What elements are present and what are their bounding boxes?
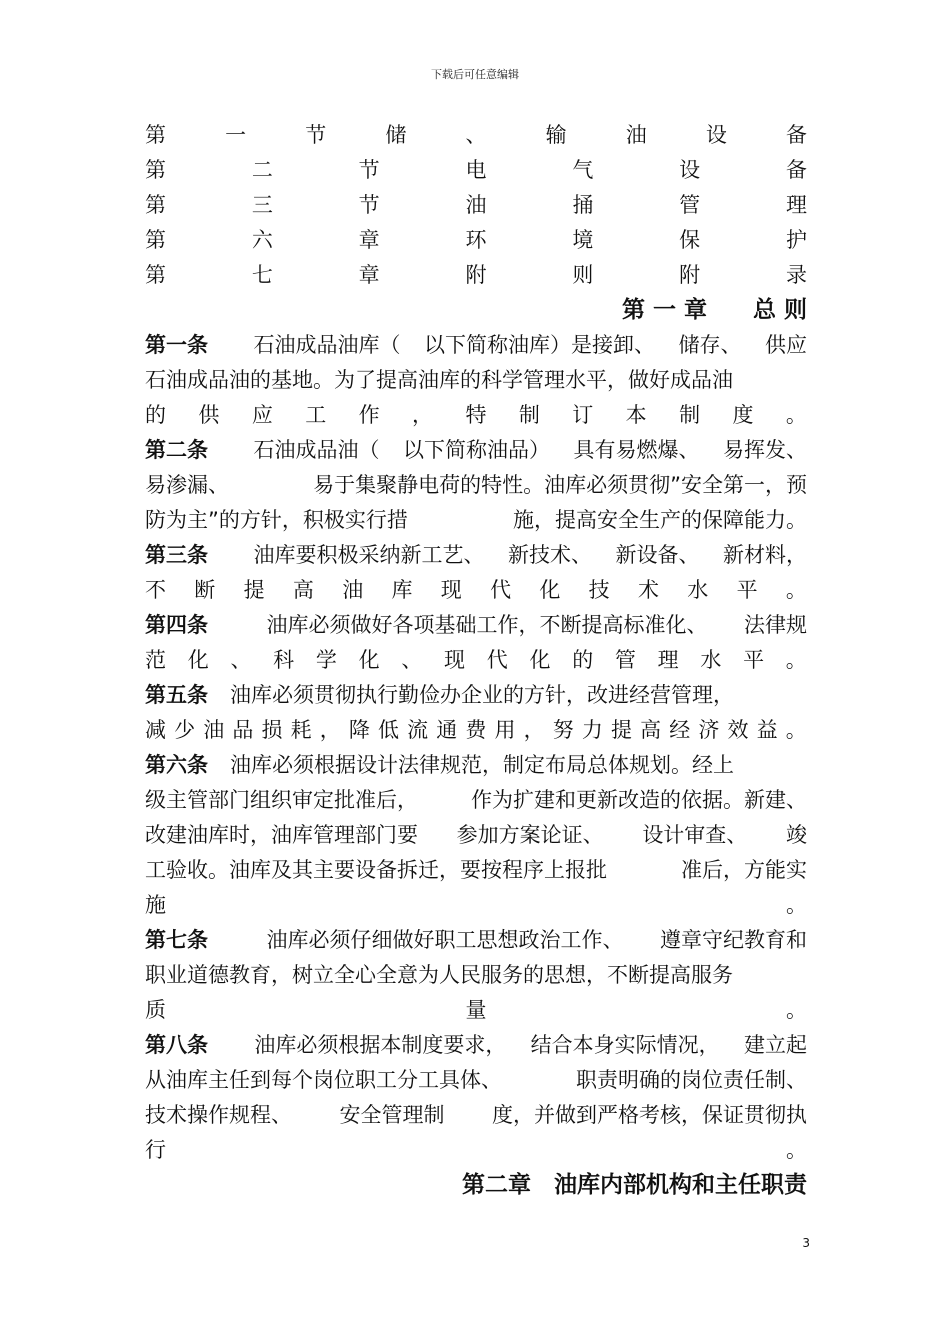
text-segment: 作 (358, 403, 380, 427)
text-segment: 、 (401, 648, 423, 672)
text-segment: 油库必须做好各项基础工作，不断提高标准化、 (266, 613, 708, 637)
text-segment: 代 (486, 648, 508, 672)
article-label: 第二条 (145, 438, 208, 462)
text-segment: ， (319, 718, 341, 742)
text-segment: 新设备、 (615, 543, 700, 567)
text-segment: 石油成品油的基地。为了提高油库的科学管理水平，做好成品油 (145, 368, 733, 392)
text-segment: 储存、 (678, 333, 742, 357)
text-segment: 安全管理制 (339, 1103, 445, 1127)
article-label: 第七条 (145, 928, 208, 952)
text-segment: 理 (657, 648, 679, 672)
text-segment: 制 (679, 403, 701, 427)
text-segment: 术 (637, 578, 659, 602)
text-segment: 现 (440, 578, 462, 602)
toc-glyph: 、 (465, 123, 487, 147)
text-segment: 度，并做到严格考核，保证贯彻执 (492, 1103, 807, 1127)
articles (145, 328, 807, 1168)
text-segment: 职业道德教育，树立全心全意为人民服务的思想，不断提高服务 (145, 963, 733, 987)
text-segment: 订 (572, 403, 594, 427)
text-segment: 的 (145, 403, 166, 427)
text-segment: 经 (669, 718, 691, 742)
text-segment: 、 (230, 648, 252, 672)
toc-glyph: 节 (358, 193, 380, 217)
text-segment: 力 (581, 718, 603, 742)
text-segment: 。 (786, 998, 807, 1022)
text-segment: 。 (786, 893, 807, 917)
text-segment: ， (523, 718, 545, 742)
toc-glyph: 环 (465, 228, 487, 252)
toc-glyph: 油 (625, 123, 647, 147)
document-body (145, 118, 807, 1203)
toc-glyph: 六 (251, 228, 273, 252)
text-segment: 流 (407, 718, 429, 742)
article-label: 第一条 (145, 333, 208, 357)
text-segment: 减 (145, 718, 166, 742)
text-segment: 制 (518, 403, 540, 427)
toc-glyph: 油 (465, 193, 487, 217)
text-segment: 技术操作规程、 (145, 1103, 292, 1127)
text-segment: 工 (305, 403, 327, 427)
text-segment: 。 (786, 1138, 807, 1162)
text-segment: 学 (315, 648, 337, 672)
text-segment: ， (412, 403, 434, 427)
text-segment: 结合本身实际情况， (530, 1033, 720, 1057)
text-segment: 以下简称油品） (403, 438, 550, 462)
text-segment: 少 (174, 718, 196, 742)
text-segment: 新材料， (723, 543, 807, 567)
article-line (145, 328, 807, 363)
text-segment: 高 (292, 578, 314, 602)
article-line (145, 993, 807, 1028)
toc-line (145, 223, 807, 258)
text-segment: 从油库主任到每个岗位职工分工具体、 (145, 1068, 502, 1092)
text-segment: 。 (785, 578, 807, 602)
article-line (145, 783, 807, 818)
article-line (145, 1028, 807, 1063)
text-segment: 化 (529, 648, 551, 672)
text-segment: 化 (358, 648, 380, 672)
article-line (145, 678, 807, 713)
text-segment: 油库必须仔细做好职工思想政治工作、 (266, 928, 624, 952)
article-label: 第六条 (145, 753, 208, 777)
toc-glyph: 储 (385, 123, 407, 147)
toc-glyph: 附 (465, 263, 487, 287)
article-label: 第五条 (145, 683, 208, 707)
text-segment: 工验收。油库及其主要设备拆迁，要按程序上报批 (145, 858, 607, 882)
text-segment: 库 (391, 578, 413, 602)
toc-glyph: 气 (572, 158, 594, 182)
toc-glyph: 录 (785, 263, 807, 287)
article-label: 第八条 (145, 1033, 208, 1057)
toc-glyph: 输 (545, 123, 567, 147)
text-segment: 级主管部门组织审定批准后， (145, 788, 418, 812)
article-line (145, 538, 807, 573)
table-of-contents (145, 118, 807, 293)
text-segment: 降 (348, 718, 370, 742)
text-segment: 遵章守纪教育和 (660, 928, 807, 952)
text-segment: 竣 (785, 823, 807, 847)
text-segment: 提 (611, 718, 632, 742)
article-line (145, 853, 807, 888)
toc-glyph: 附 (679, 263, 701, 287)
text-segment: 职责明确的岗位责任制、 (576, 1068, 807, 1092)
toc-glyph: 章 (358, 263, 380, 287)
text-segment: 量 (465, 998, 487, 1022)
toc-glyph: 备 (785, 158, 807, 182)
text-segment: 具有易燃爆、 (573, 438, 700, 462)
toc-glyph: 七 (251, 263, 273, 287)
toc-glyph: 第 (145, 158, 166, 182)
toc-glyph: 电 (465, 158, 487, 182)
text-segment: 不 (145, 578, 166, 602)
article-line (145, 713, 807, 748)
text-segment: 应 (251, 403, 273, 427)
page-number: 3 (802, 1236, 810, 1250)
text-segment: 济 (698, 718, 720, 742)
text-segment: 施，提高安全生产的保障能力。 (513, 508, 807, 532)
toc-line (145, 153, 807, 188)
text-segment: 石油成品油（ (253, 438, 380, 462)
toc-glyph: 第 (145, 228, 166, 252)
chapter-2-heading: 第二章 油库内部机构和主任职责 (462, 1172, 807, 1198)
toc-glyph: 第 (145, 123, 166, 147)
text-segment: 耗 (290, 718, 312, 742)
text-segment: 科 (273, 648, 295, 672)
toc-line (145, 118, 807, 153)
toc-glyph: 三 (251, 193, 273, 217)
article-line (145, 503, 807, 538)
page-header: 下载后可任意编辑 (431, 68, 519, 81)
text-segment: 平 (743, 648, 765, 672)
text-segment: 作为扩建和更新改造的依据。新建、 (471, 788, 807, 812)
toc-glyph: 设 (679, 158, 701, 182)
toc-glyph: 节 (305, 123, 327, 147)
text-segment: 易于集聚静电荷的特性。油库必须贯彻”安全第一，预 (313, 473, 807, 497)
text-segment: 代 (490, 578, 512, 602)
text-segment: 特 (465, 403, 487, 427)
text-segment: 技 (588, 578, 610, 602)
text-segment: 油库必须贯彻执行勤俭办企业的方针，改进经营管理， (230, 683, 734, 707)
text-segment: 努 (552, 718, 574, 742)
text-segment: 平 (736, 578, 758, 602)
toc-glyph: 捅 (572, 193, 594, 217)
text-segment: 行 (145, 1138, 166, 1162)
text-segment: 高 (640, 718, 662, 742)
article-line (145, 1063, 807, 1098)
text-segment: 施 (145, 893, 166, 917)
text-segment: 质 (145, 998, 166, 1022)
article-line (145, 748, 807, 783)
text-segment: 。 (785, 718, 807, 742)
text-segment: 益 (756, 718, 778, 742)
text-segment: 管 (614, 648, 636, 672)
toc-glyph: 保 (679, 228, 701, 252)
text-segment: 易挥发、 (723, 438, 807, 462)
toc-line (145, 188, 807, 223)
text-segment: 损 (261, 718, 283, 742)
text-segment: 水 (687, 578, 709, 602)
text-segment: 。 (785, 403, 807, 427)
article-line (145, 363, 807, 398)
text-segment: 油库必须根据本制度要求， (254, 1033, 507, 1057)
text-segment: 油库必须根据设计法律规范，制定布局总体规划。经上 (230, 753, 734, 777)
toc-glyph: 境 (572, 228, 594, 252)
article-line (145, 398, 807, 433)
toc-glyph: 管 (679, 193, 701, 217)
toc-glyph: 一 (225, 123, 247, 147)
text-segment: 油库要积极采纳新工艺、 (253, 543, 485, 567)
article-line (145, 958, 807, 993)
toc-line (145, 258, 807, 293)
text-segment: 供应 (765, 333, 807, 357)
article-label: 第四条 (145, 613, 208, 637)
text-segment: 费 (465, 718, 487, 742)
text-segment: 范 (145, 648, 166, 672)
article-line (145, 1133, 807, 1168)
text-segment: 低 (378, 718, 399, 742)
text-segment: 法律规 (744, 613, 807, 637)
text-segment: 供 (198, 403, 220, 427)
toc-glyph: 备 (786, 123, 807, 147)
text-segment: 改建油库时，油库管理部门要 (145, 823, 418, 847)
toc-glyph: 节 (358, 158, 380, 182)
text-segment: 防为主”的方针，积极实行措 (145, 508, 408, 532)
text-segment: 以下简称油库）是接卸、 (424, 333, 655, 357)
article-line (145, 608, 807, 643)
text-segment: 易渗漏、 (145, 473, 229, 497)
article-line (145, 643, 807, 678)
text-segment: 。 (785, 648, 807, 672)
chapter-1-heading: 第 一 章 总 则 (621, 297, 807, 323)
text-segment: 用 (494, 718, 516, 742)
article-line (145, 818, 807, 853)
toc-glyph: 理 (785, 193, 807, 217)
article-line (145, 888, 807, 923)
text-segment: 新技术、 (508, 543, 592, 567)
article-line (145, 573, 807, 608)
toc-glyph: 章 (358, 228, 380, 252)
text-segment: 效 (727, 718, 749, 742)
text-segment: 油 (203, 718, 225, 742)
article-line (145, 1098, 807, 1133)
toc-glyph: 第 (145, 193, 166, 217)
text-segment: 准后，方能实 (681, 858, 807, 882)
text-segment: 提 (243, 578, 265, 602)
text-segment: 品 (232, 718, 254, 742)
article-label: 第三条 (145, 543, 208, 567)
toc-glyph: 则 (572, 263, 594, 287)
toc-glyph: 第 (145, 263, 166, 287)
text-segment: 本 (625, 403, 647, 427)
text-segment: 水 (700, 648, 722, 672)
toc-glyph: 二 (251, 158, 273, 182)
text-segment: 设计审查、 (642, 823, 748, 847)
article-line (145, 433, 807, 468)
text-segment: 建立起 (743, 1033, 807, 1057)
toc-glyph: 护 (785, 228, 807, 252)
text-segment: 断 (194, 578, 216, 602)
text-segment: 化 (539, 578, 561, 602)
text-segment: 化 (187, 648, 209, 672)
text-segment: 现 (444, 648, 466, 672)
text-segment: 石油成品油库（ (253, 333, 401, 357)
text-segment: 度 (732, 403, 754, 427)
article-line (145, 923, 807, 958)
text-segment: 油 (342, 578, 364, 602)
text-segment: 的 (572, 648, 594, 672)
text-segment: 参加方案论证、 (456, 823, 604, 847)
article-line (145, 468, 807, 503)
text-segment: 通 (436, 718, 458, 742)
toc-glyph: 设 (705, 123, 727, 147)
